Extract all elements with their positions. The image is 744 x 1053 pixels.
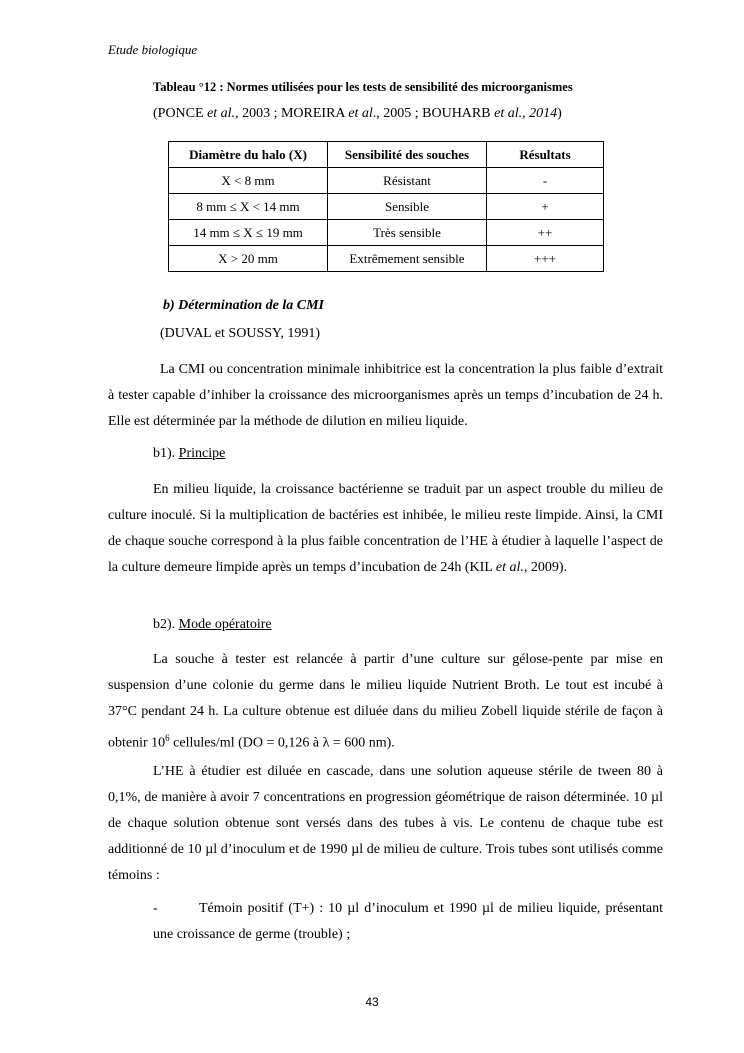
- table-header-cell: Résultats: [487, 142, 604, 168]
- bullet-text: Témoin positif (T+) : 10 µl d’inoculum et 1990 µl de milieu liquide, présentant une croissance de germe (trouble) ;: [153, 901, 663, 942]
- bullet-item: [153, 896, 663, 948]
- table-cell: +++: [487, 246, 604, 272]
- bullet-dash: -: [153, 901, 158, 916]
- table-cell: +: [487, 194, 604, 220]
- step-mode-operatoire: [153, 617, 272, 633]
- table-cell: Très sensible: [328, 220, 487, 246]
- table-row: [169, 220, 604, 246]
- table-row: [169, 168, 604, 194]
- ref-italic: et al., 2014: [494, 106, 558, 121]
- step-prefix: b1).: [153, 446, 179, 461]
- paragraph-text: cellules/ml (DO = 0,126 à λ = 600 nm).: [169, 735, 395, 751]
- table-cell: Extrêmement sensible: [328, 246, 487, 272]
- paragraph-text: En milieu liquide, la croissance bactérienne se traduit par un aspect trouble du milieu de culture inoculé. Si la multiplication de bactéries est inhibée, le milieu reste limpide. Ainsi, la CMI de chaque souche correspond à la plus faible concentration de l’HE à étudier à laquelle l’aspect de la culture demeure limpide après un temps d’incubation de 24h (KIL: [108, 482, 663, 575]
- paragraph-text: La souche à tester est relancée à partir d’une culture sur gélose-pente par mise en suspension d’une colonie du germe dans le milieu liquide Nutrient Broth. Le tout est incubé à 37°C pendant 24 h. La culture obtenue est diluée dans du milieu Zobell liquide stérile de façon à obtenir 10: [108, 652, 663, 751]
- table-header-cell: Diamètre du halo (X): [169, 142, 328, 168]
- table-cell: ++: [487, 220, 604, 246]
- ref-text: 2003 ; MOREIRA: [238, 106, 349, 121]
- table-caption: Tableau °12 : Normes utilisées pour les tests de sensibilité des microorganismes: [153, 80, 573, 94]
- exponent: 6: [165, 733, 170, 743]
- paragraph-text: La CMI ou concentration minimale inhibitrice est la concentration la plus faible d’extrait à tester capable d’inhiber la croissance des microorganismes après un temps d’incubation de 24 h. Elle est déterminée par la méthode de dilution en milieu liquide.: [108, 362, 663, 429]
- table-row: [169, 194, 604, 220]
- sensitivity-table: [168, 141, 604, 272]
- table-cell: Sensible: [328, 194, 487, 220]
- ref-text: ., 2005 ; BOUHARB: [372, 106, 495, 121]
- section-subheading: b) Détermination de la CMI: [163, 298, 325, 313]
- paragraph-principe: [108, 477, 663, 581]
- paragraph-he: [108, 759, 663, 889]
- running-header: Etude biologique: [108, 42, 198, 57]
- step-label: Mode opératoire: [178, 617, 272, 632]
- table-cell: Résistant: [328, 168, 487, 194]
- ref-text: (PONCE: [153, 106, 208, 121]
- ref-italic: et al: [348, 106, 373, 121]
- ref-text: ): [557, 106, 562, 121]
- table-header-cell: Sensibilité des souches: [328, 142, 487, 168]
- table-cell: X > 20 mm: [169, 246, 328, 272]
- step-prefix: b2).: [153, 617, 179, 632]
- table-cell: 14 mm ≤ X ≤ 19 mm: [169, 220, 328, 246]
- paragraph-mode: [108, 647, 663, 757]
- table-references: [153, 106, 562, 122]
- table-cell: -: [487, 168, 604, 194]
- step-principe: [153, 446, 225, 462]
- table-header-row: [169, 142, 604, 168]
- paragraph-text: 2009).: [527, 560, 568, 575]
- paragraph-text: L’HE à étudier est diluée en cascade, dans une solution aqueuse stérile de tween 80 à 0,1%, de manière à avoir 7 concentrations en progression géométrique de raison déterminée. 10 µl de chaque solution obtenue sont versés dans des tubes à vis. Le contenu de chaque tube est additionné de 10 µl d’inoculum et de 1990 µl de milieu de culture. Trois tubes sont utilisés comme témoins :: [108, 764, 663, 883]
- table-cell: 8 mm ≤ X < 14 mm: [169, 194, 328, 220]
- table-cell: X < 8 mm: [169, 168, 328, 194]
- paragraph-cmi: [108, 357, 663, 435]
- section-citation: (DUVAL et SOUSSY, 1991): [160, 326, 320, 341]
- page-number: 43: [365, 995, 379, 1009]
- step-label: Principe: [178, 446, 226, 461]
- table-row: [169, 246, 604, 272]
- paragraph-italic: et al.,: [495, 560, 528, 575]
- ref-italic: et al.,: [207, 106, 239, 121]
